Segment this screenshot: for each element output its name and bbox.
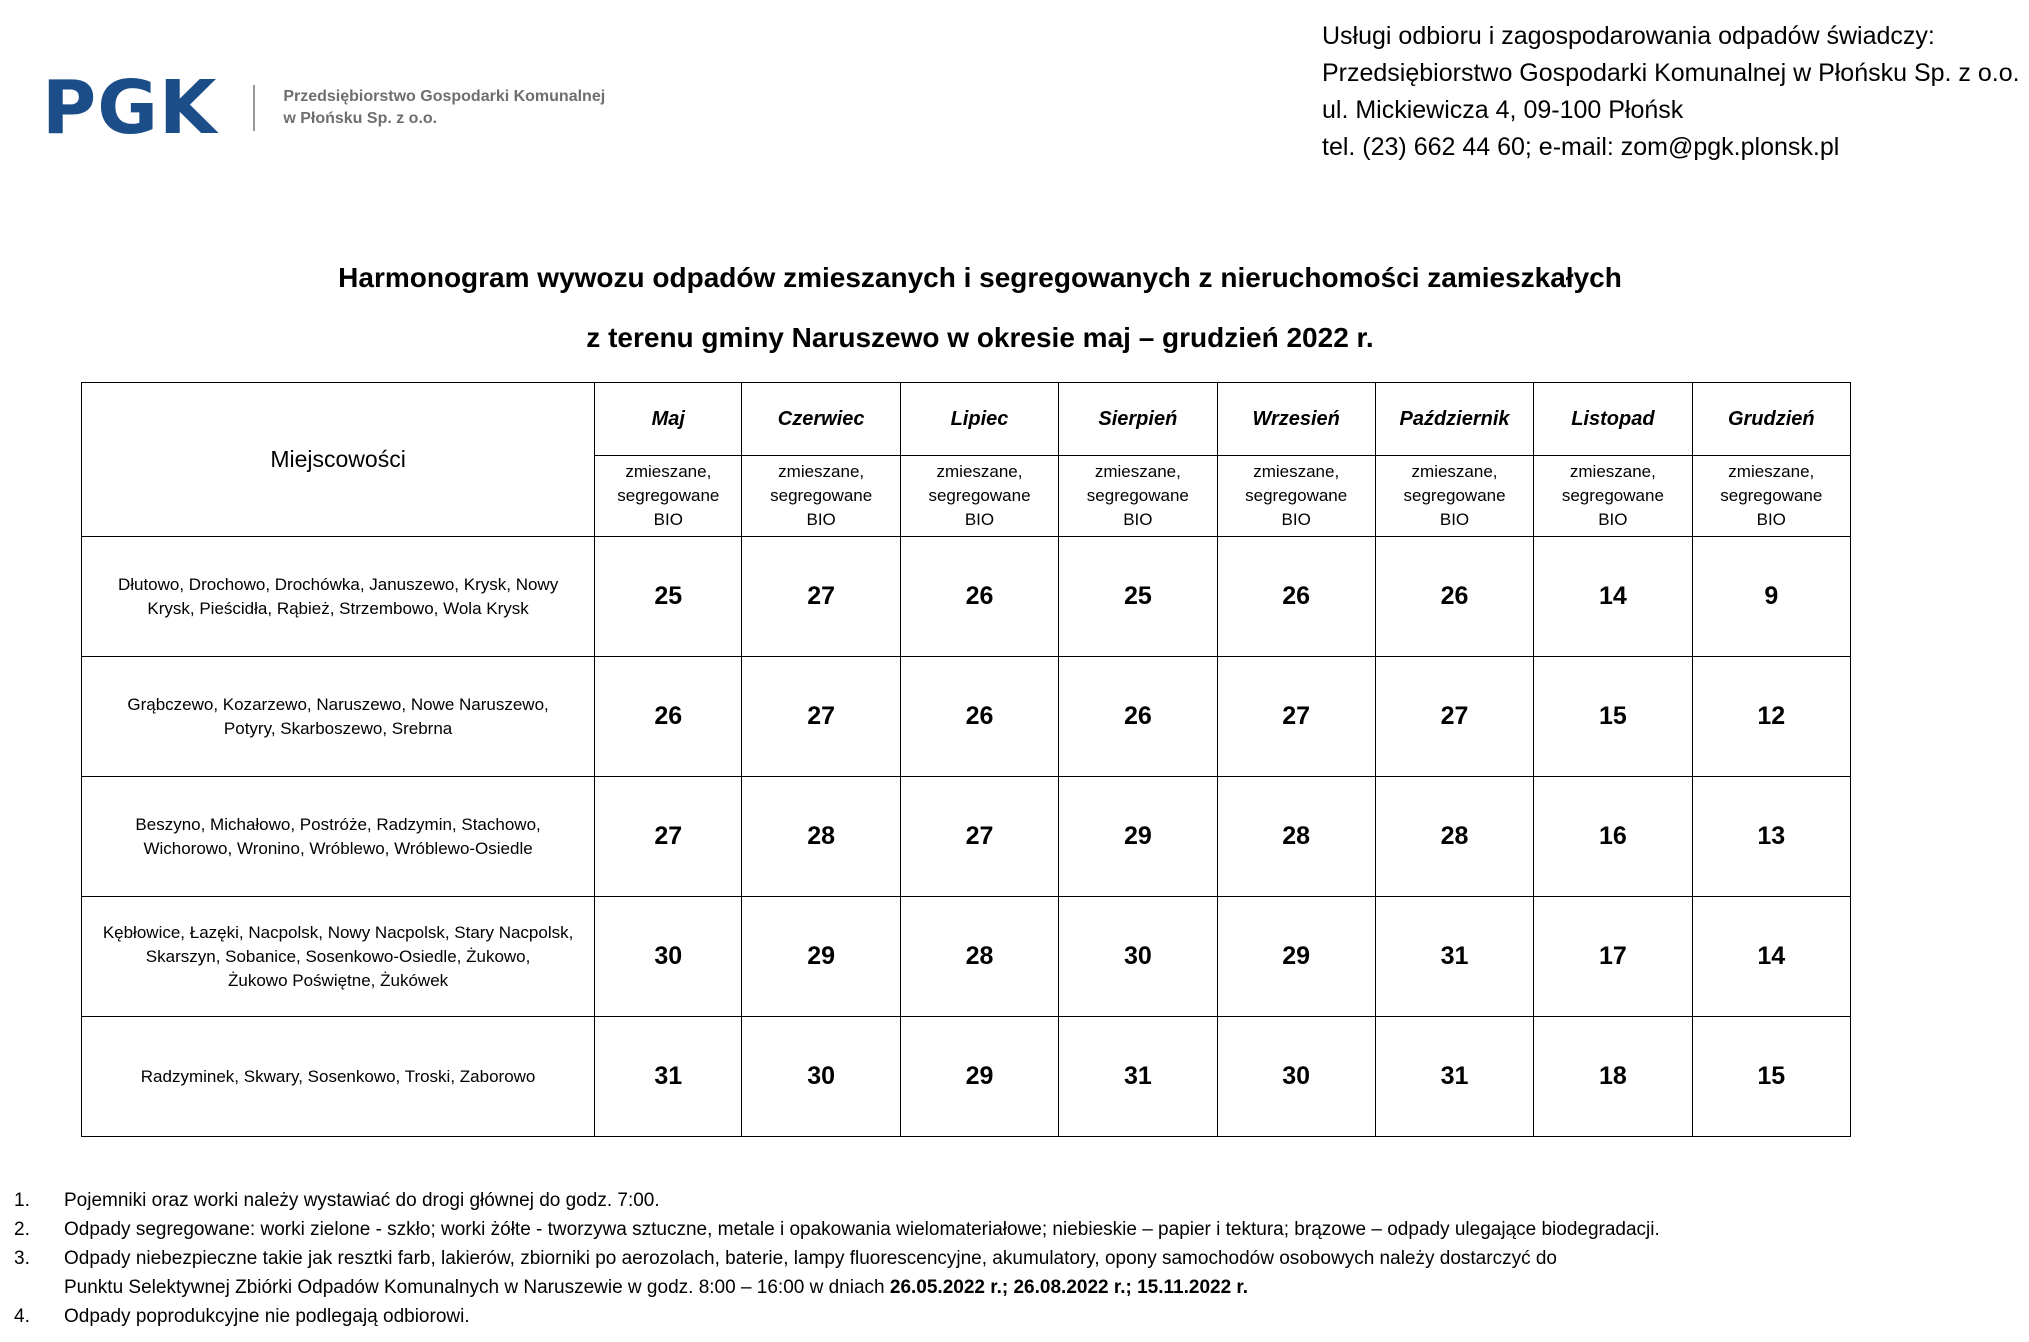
collection-day-cell: 31	[1375, 897, 1533, 1017]
schedule-row	[82, 657, 1851, 777]
collection-day-cell: 15	[1692, 1017, 1850, 1137]
collection-day-cell: 30	[1059, 897, 1217, 1017]
schedule-row	[82, 1017, 1851, 1137]
waste-type-label: segregowane	[1245, 486, 1348, 505]
collection-day-cell: 28	[1217, 777, 1375, 897]
notes-list	[14, 1186, 1660, 1331]
waste-type-label: BIO	[1756, 510, 1786, 529]
note-number: 4.	[14, 1306, 30, 1327]
location-line: Radzyminek, Skwary, Sosenkowo, Troski, Zaborowo	[140, 1066, 536, 1086]
collection-day-cell: 14	[1534, 537, 1692, 657]
collection-day-cell: 27	[1375, 657, 1533, 777]
waste-type-label: BIO	[1598, 510, 1628, 529]
note-item	[14, 1186, 1660, 1215]
location-line: Kębłowice, Łazęki, Nacpolsk, Nowy Nacpolsk, Stary Nacpolsk,	[102, 922, 574, 942]
waste-type-label: zmieszane,	[1569, 462, 1656, 481]
collection-day-cell: 31	[1375, 1017, 1533, 1137]
locations-cell	[82, 657, 595, 777]
collection-day-cell: 26	[900, 537, 1058, 657]
logo-company-line2: w Płońsku Sp. z o.o.	[283, 110, 438, 127]
note-text: Odpady segregowane: worki zielone - szkło; worki żółte - tworzywa sztuczne, metale i opakowania wielomateriałowe; niebieskie – papier i tektura; brązowe – odpady ulegające biodegradacji.	[64, 1219, 1660, 1240]
waste-type-label: zmieszane,	[1253, 462, 1340, 481]
collection-day-cell: 28	[900, 897, 1058, 1017]
collection-day-cell: 9	[1692, 537, 1850, 657]
waste-type-label: zmieszane,	[625, 462, 712, 481]
collection-day-cell: 29	[742, 897, 900, 1017]
waste-type-header	[742, 456, 900, 537]
note-item	[14, 1215, 1660, 1244]
waste-type-header	[1534, 456, 1692, 537]
month-header: Sierpień	[1059, 383, 1217, 456]
locations-cell	[82, 777, 595, 897]
note-item	[14, 1302, 1660, 1331]
collection-day-cell: 13	[1692, 777, 1850, 897]
contact-info	[1322, 18, 2020, 166]
collection-day-cell: 30	[742, 1017, 900, 1137]
collection-day-cell: 30	[1217, 1017, 1375, 1137]
contact-line: tel. (23) 662 44 60; e-mail: zom@pgk.plonsk.pl	[1322, 133, 1840, 161]
waste-type-label: segregowane	[1720, 486, 1823, 505]
waste-type-label: BIO	[1123, 510, 1153, 529]
collection-day-cell: 27	[900, 777, 1058, 897]
schedule-body	[82, 537, 1851, 1137]
collection-day-cell: 27	[742, 537, 900, 657]
schedule-row	[82, 777, 1851, 897]
location-line: Grąbczewo, Kozarzewo, Naruszewo, Nowe Naruszewo,	[127, 694, 549, 714]
waste-type-label: BIO	[653, 510, 683, 529]
locations-cell	[82, 1017, 595, 1137]
location-line: Potyry, Skarboszewo, Srebrna	[223, 718, 453, 738]
locations-cell	[82, 537, 595, 657]
contact-line: Przedsiębiorstwo Gospodarki Komunalnej w Płońsku Sp. z o.o.	[1322, 59, 2020, 87]
month-header: Wrzesień	[1217, 383, 1375, 456]
schedule-row	[82, 897, 1851, 1017]
note-number: 3.	[14, 1248, 30, 1269]
waste-type-label: segregowane	[617, 486, 720, 505]
collection-day-cell: 12	[1692, 657, 1850, 777]
month-header: Czerwiec	[742, 383, 900, 456]
collection-day-cell: 30	[595, 897, 742, 1017]
waste-type-label: BIO	[806, 510, 836, 529]
note-item	[14, 1244, 1660, 1273]
logo-company-line1: Przedsiębiorstwo Gospodarki Komunalnej	[283, 88, 606, 105]
waste-type-label: zmieszane,	[1411, 462, 1498, 481]
contact-line: ul. Mickiewicza 4, 09-100 Płońsk	[1322, 96, 1684, 124]
location-column-header: Miejscowości	[82, 383, 595, 537]
collection-day-cell: 29	[1217, 897, 1375, 1017]
note-item-continuation	[14, 1273, 1660, 1302]
waste-type-label: BIO	[1439, 510, 1470, 529]
location-line: Beszyno, Michałowo, Postróże, Radzymin, Stachowo,	[135, 814, 541, 834]
collection-day-cell: 15	[1534, 657, 1692, 777]
collection-day-cell: 26	[1059, 657, 1217, 777]
collection-day-cell: 16	[1534, 777, 1692, 897]
schedule-row	[82, 537, 1851, 657]
collection-day-cell: 31	[1059, 1017, 1217, 1137]
note-number: 2.	[14, 1219, 30, 1240]
waste-type-header	[900, 456, 1058, 537]
collection-day-cell: 26	[595, 657, 742, 777]
month-header: Grudzień	[1692, 383, 1850, 456]
note-text: Odpady niebezpieczne takie jak resztki farb, lakierów, zbiorniki po aerozolach, baterie, lampy fluorescencyjne, akumulatory, opony samochodów osobowych należy dostarczyć do	[64, 1248, 1557, 1269]
waste-type-label: segregowane	[1403, 486, 1506, 505]
waste-type-label: segregowane	[1561, 486, 1664, 505]
waste-type-header	[595, 456, 742, 537]
location-line: Krysk, Pieścidła, Rąbież, Strzembowo, Wola Krysk	[147, 598, 529, 618]
waste-type-label: segregowane	[770, 486, 873, 505]
location-line: Skarszyn, Sobanice, Sosenkowo-Osiedle, Żukowo,	[145, 946, 531, 966]
location-line: Wichorowo, Wronino, Wróblewo, Wróblewo-Osiedle	[143, 838, 533, 858]
collection-day-cell: 14	[1692, 897, 1850, 1017]
note-text: Punktu Selektywnej Zbiórki Odpadów Komunalnych w Naruszewie w godz. 8:00 – 16:00 w dniach	[64, 1277, 890, 1298]
waste-type-header	[1375, 456, 1533, 537]
collection-day-cell: 18	[1534, 1017, 1692, 1137]
document-subtitle: z terenu gminy Naruszewo w okresie maj – grudzień 2022 r.	[586, 322, 1374, 353]
waste-type-label: zmieszane,	[778, 462, 865, 481]
month-header: Maj	[595, 383, 742, 456]
collection-day-cell: 29	[900, 1017, 1058, 1137]
collection-day-cell: 25	[1059, 537, 1217, 657]
logo-wordmark: PGK	[42, 65, 218, 151]
month-header: Październik	[1375, 383, 1533, 456]
waste-type-header	[1217, 456, 1375, 537]
collection-day-cell: 31	[595, 1017, 742, 1137]
month-header: Listopad	[1534, 383, 1692, 456]
locations-cell	[82, 897, 595, 1017]
collection-day-cell: 28	[742, 777, 900, 897]
waste-type-label: BIO	[1281, 510, 1311, 529]
waste-type-header	[1692, 456, 1850, 537]
note-dates: 26.05.2022 r.; 26.08.2022 r.; 15.11.2022 r.	[889, 1277, 1249, 1298]
waste-type-label: segregowane	[1086, 486, 1189, 505]
location-line: Dłutowo, Drochowo, Drochówka, Januszewo, Krysk, Nowy	[117, 574, 559, 594]
collection-day-cell: 27	[742, 657, 900, 777]
note-number: 1.	[14, 1190, 30, 1211]
collection-day-cell: 26	[900, 657, 1058, 777]
logo-divider	[253, 85, 255, 131]
contact-line: Usługi odbioru i zagospodarowania odpadów świadczy:	[1322, 22, 1935, 50]
collection-day-cell: 28	[1375, 777, 1533, 897]
month-header: Lipiec	[900, 383, 1058, 456]
waste-type-label: BIO	[964, 510, 995, 529]
collection-day-cell: 25	[595, 537, 742, 657]
collection-day-cell: 29	[1059, 777, 1217, 897]
note-text: Pojemniki oraz worki należy wystawiać do drogi głównej do godz. 7:00.	[64, 1190, 660, 1211]
collection-day-cell: 17	[1534, 897, 1692, 1017]
location-line: Żukowo Poświętne, Żukówek	[228, 970, 449, 990]
collection-day-cell: 26	[1375, 537, 1533, 657]
document-title: Harmonogram wywozu odpadów zmieszanych i segregowanych z nieruchomości zamieszkałych	[338, 262, 1622, 293]
waste-type-header	[1059, 456, 1217, 537]
collection-day-cell: 27	[1217, 657, 1375, 777]
schedule-table	[81, 382, 1851, 1137]
waste-type-label: zmieszane,	[936, 462, 1023, 481]
waste-type-label: segregowane	[928, 486, 1031, 505]
logo-company-name	[283, 86, 605, 130]
waste-type-label: zmieszane,	[1094, 462, 1181, 481]
collection-day-cell: 26	[1217, 537, 1375, 657]
note-text: Odpady poprodukcyjne nie podlegają odbiorowi.	[64, 1306, 470, 1327]
waste-type-label: zmieszane,	[1728, 462, 1815, 481]
company-logo	[42, 65, 606, 151]
collection-day-cell: 27	[595, 777, 742, 897]
